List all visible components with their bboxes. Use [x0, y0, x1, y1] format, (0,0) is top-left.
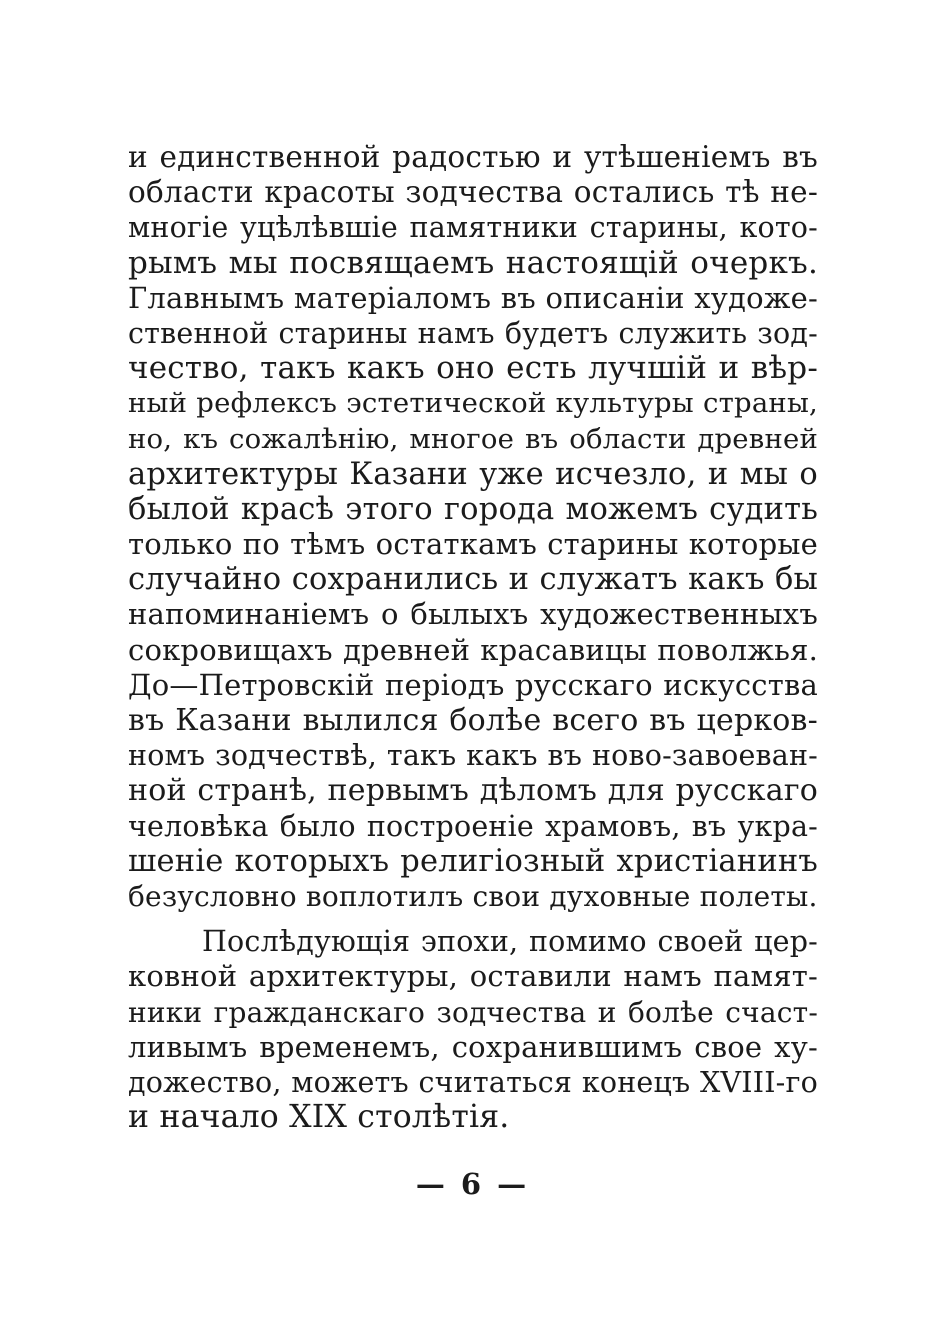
text-line: До—Петровскій періодъ русскаго искусства: [128, 667, 818, 702]
text-line: ливымъ временемъ, сохранившимъ свое ху-: [128, 1029, 818, 1064]
text-line: и единственной радостью и утѣшеніемъ въ: [128, 140, 818, 174]
text-line: случайно сохранились и служатъ какъ бы: [128, 562, 818, 598]
text-line: ники гражданскаго зодчества и болѣе счаст-: [128, 995, 818, 1029]
text-line: сокровищахъ древней красавицы поволжья.: [128, 632, 818, 667]
paragraph-2: [128, 924, 818, 1135]
text-line: номъ зодчествѣ, такъ какъ въ ново-завоеван-: [128, 739, 818, 773]
text-line: многіе уцѣлѣвшіе памятники старины, кото-: [128, 211, 818, 245]
text-line: и начало XIX столѣтія.: [128, 1099, 510, 1136]
text-line: въ Казани вылился болѣе всего въ церков-: [128, 703, 818, 738]
text-line: былой красѣ этого города можемъ судить: [128, 491, 818, 527]
text-line: шеніе которыхъ религіозный христіанинъ: [128, 843, 818, 879]
text-line: ковной архитектуры, оставили намъ памят-: [128, 959, 818, 994]
text-line: Главнымъ матеріаломъ въ описаніи художе-: [128, 280, 818, 315]
body-text: [128, 140, 818, 1135]
text-line: области красоты зодчества остались тѣ не-: [128, 175, 818, 210]
text-line: безусловно воплотилъ свои духовные полеты.: [128, 879, 818, 913]
text-line: Послѣдующія эпохи, помимо своей цер-: [202, 925, 818, 959]
paragraph-spacer: [128, 914, 818, 924]
text-line: архитектуры Казани уже исчезло, и мы о: [128, 456, 818, 492]
text-line: ной странѣ, первымъ дѣломъ для русскаго: [128, 773, 818, 809]
text-line: ственной старины намъ будетъ служить зод-: [128, 316, 818, 350]
paragraph-1: [128, 140, 818, 914]
text-line: дожество, можетъ считаться конецъ XVIII-го: [128, 1065, 818, 1099]
text-line: только по тѣмъ остаткамъ старины которые: [128, 527, 818, 562]
text-line: человѣка было построеніе храмовъ, въ укра-: [128, 809, 818, 843]
text-line: чество, такъ какъ оно есть лучшій и вѣр-: [128, 350, 818, 387]
text-line: рымъ мы посвящаемъ настоящій очеркъ.: [128, 244, 818, 281]
page-number: — 6 —: [415, 1167, 530, 1201]
text-line: напоминаніемъ о былыхъ художественныхъ: [128, 597, 818, 632]
text-line: ный рефлексъ эстетической культуры страны,: [128, 387, 818, 420]
text-line: но, къ сожалѣнію, многое въ области древней: [128, 422, 818, 455]
